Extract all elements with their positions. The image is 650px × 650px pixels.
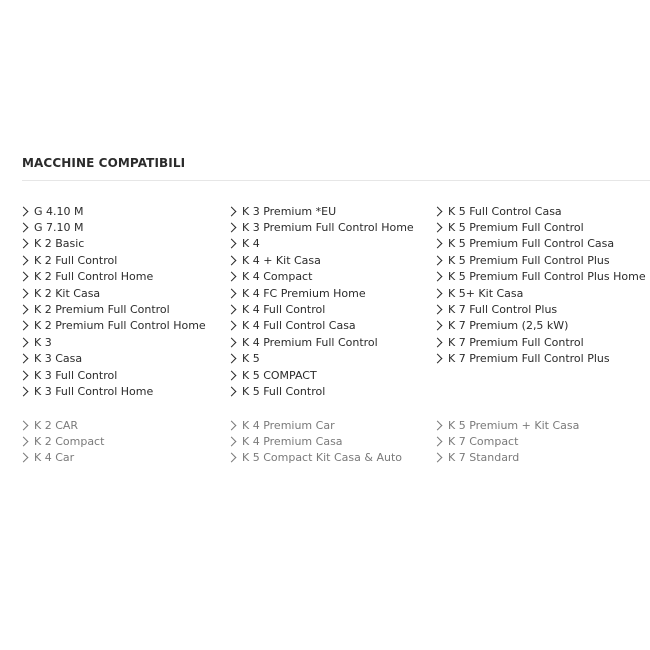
model-label: K 5 Premium Full Control <box>448 221 584 235</box>
model-link[interactable] <box>435 236 646 252</box>
model-label: K 5 COMPACT <box>242 368 317 382</box>
model-link[interactable] <box>21 301 206 317</box>
chevron-right-icon <box>433 223 443 233</box>
model-link[interactable] <box>21 450 104 466</box>
model-label: K 5 Premium Full Control Plus <box>448 253 610 267</box>
chevron-right-icon <box>227 239 237 249</box>
section-title: MACCHINE COMPATIBILI <box>22 156 186 170</box>
compatible-list-col3 <box>435 203 646 367</box>
chevron-right-icon <box>19 387 29 397</box>
chevron-right-icon <box>433 453 443 463</box>
chevron-right-icon <box>19 206 29 216</box>
model-link[interactable] <box>229 351 414 367</box>
model-link[interactable] <box>435 219 646 235</box>
model-link[interactable] <box>435 433 579 449</box>
other-list-col3 <box>435 417 579 466</box>
chevron-right-icon <box>433 321 443 331</box>
chevron-right-icon <box>227 370 237 380</box>
model-link[interactable] <box>435 450 579 466</box>
chevron-right-icon <box>19 272 29 282</box>
model-label: K 4 Premium Casa <box>242 435 343 449</box>
model-link[interactable] <box>229 450 402 466</box>
model-link[interactable] <box>229 417 402 433</box>
chevron-right-icon <box>433 288 443 298</box>
chevron-right-icon <box>227 288 237 298</box>
model-label: K 4 FC Premium Home <box>242 286 366 300</box>
model-label: K 5 Full Control Casa <box>448 204 562 218</box>
chevron-right-icon <box>19 370 29 380</box>
model-link[interactable] <box>435 417 579 433</box>
chevron-right-icon <box>19 288 29 298</box>
model-link[interactable] <box>435 318 646 334</box>
model-link[interactable] <box>435 203 646 219</box>
model-label: G 7.10 M <box>34 221 84 235</box>
model-link[interactable] <box>229 301 414 317</box>
chevron-right-icon <box>227 437 237 447</box>
model-link[interactable] <box>229 269 414 285</box>
model-label: K 5 Premium Full Control Plus Home <box>448 270 646 284</box>
model-label: K 2 Kit Casa <box>34 286 101 300</box>
model-label: K 5 <box>242 352 260 366</box>
compatible-list-col2 <box>229 203 414 400</box>
chevron-right-icon <box>227 206 237 216</box>
model-label: K 3 Casa <box>34 352 83 366</box>
divider <box>22 180 650 181</box>
chevron-right-icon <box>227 387 237 397</box>
other-list-col1 <box>21 417 104 466</box>
model-label: K 4 Premium Car <box>242 418 335 432</box>
model-label: G 4.10 M <box>34 204 84 218</box>
model-label: K 7 Compact <box>448 435 519 449</box>
model-link[interactable] <box>21 318 206 334</box>
model-link[interactable] <box>435 351 646 367</box>
model-label: K 2 CAR <box>34 418 79 432</box>
model-label: K 5+ Kit Casa <box>448 286 524 300</box>
model-label: K 5 Full Control <box>242 384 326 398</box>
chevron-right-icon <box>19 354 29 364</box>
chevron-right-icon <box>433 255 443 265</box>
model-label: K 2 Compact <box>34 435 105 449</box>
model-label: K 2 Premium Full Control <box>34 303 170 317</box>
model-link[interactable] <box>229 219 414 235</box>
model-label: K 3 Premium Full Control Home <box>242 221 414 235</box>
model-label: K 3 Full Control <box>34 368 118 382</box>
chevron-right-icon <box>19 305 29 315</box>
model-link[interactable] <box>229 367 414 383</box>
chevron-right-icon <box>19 337 29 347</box>
model-link[interactable] <box>21 236 206 252</box>
model-link[interactable] <box>435 285 646 301</box>
model-label: K 3 Full Control Home <box>34 384 154 398</box>
chevron-right-icon <box>227 223 237 233</box>
other-list-col2 <box>229 417 402 466</box>
model-label: K 7 Full Control Plus <box>448 303 558 317</box>
chevron-right-icon <box>227 321 237 331</box>
chevron-right-icon <box>433 354 443 364</box>
model-link[interactable] <box>21 334 206 350</box>
chevron-right-icon <box>433 305 443 315</box>
model-link[interactable] <box>435 334 646 350</box>
model-label: K 2 Premium Full Control Home <box>34 319 206 333</box>
model-link[interactable] <box>229 236 414 252</box>
chevron-right-icon <box>227 255 237 265</box>
model-link[interactable] <box>21 367 206 383</box>
model-link[interactable] <box>435 252 646 268</box>
model-link[interactable] <box>21 203 206 219</box>
model-label: K 5 Premium Full Control Casa <box>448 237 615 251</box>
model-label: K 7 Premium Full Control <box>448 335 584 349</box>
chevron-right-icon <box>433 206 443 216</box>
model-link[interactable] <box>21 219 206 235</box>
model-link[interactable] <box>229 334 414 350</box>
model-label: K 7 Standard <box>448 451 520 465</box>
compatible-list-col1 <box>21 203 206 400</box>
model-label: K 4 Full Control <box>242 303 326 317</box>
model-label: K 5 Compact Kit Casa & Auto <box>242 451 402 465</box>
chevron-right-icon <box>227 305 237 315</box>
chevron-right-icon <box>227 420 237 430</box>
model-label: K 2 Full Control <box>34 253 118 267</box>
model-link[interactable] <box>21 252 206 268</box>
chevron-right-icon <box>19 437 29 447</box>
model-link[interactable] <box>21 285 206 301</box>
chevron-right-icon <box>19 321 29 331</box>
chevron-right-icon <box>433 420 443 430</box>
model-label: K 4 <box>242 237 260 251</box>
model-label: K 4 Premium Full Control <box>242 335 378 349</box>
model-link[interactable] <box>21 351 206 367</box>
model-link[interactable] <box>21 417 104 433</box>
chevron-right-icon <box>433 239 443 249</box>
chevron-right-icon <box>19 420 29 430</box>
model-link[interactable] <box>21 269 206 285</box>
chevron-right-icon <box>227 453 237 463</box>
chevron-right-icon <box>227 272 237 282</box>
model-link[interactable] <box>229 203 414 219</box>
chevron-right-icon <box>433 337 443 347</box>
model-link[interactable] <box>21 433 104 449</box>
model-label: K 4 + Kit Casa <box>242 253 321 267</box>
model-label: K 3 <box>34 335 52 349</box>
chevron-right-icon <box>19 239 29 249</box>
model-link[interactable] <box>229 383 414 399</box>
model-link[interactable] <box>21 383 206 399</box>
chevron-right-icon <box>227 354 237 364</box>
model-label: K 7 Premium Full Control Plus <box>448 352 610 366</box>
chevron-right-icon <box>19 223 29 233</box>
model-label: K 4 Full Control Casa <box>242 319 356 333</box>
model-label: K 7 Premium (2,5 kW) <box>448 319 569 333</box>
model-link[interactable] <box>229 252 414 268</box>
model-label: K 5 Premium + Kit Casa <box>448 418 580 432</box>
chevron-right-icon <box>19 453 29 463</box>
model-link[interactable] <box>229 285 414 301</box>
model-link[interactable] <box>435 269 646 285</box>
model-label: K 3 Premium *EU <box>242 204 337 218</box>
chevron-right-icon <box>433 437 443 447</box>
chevron-right-icon <box>19 255 29 265</box>
model-link[interactable] <box>435 301 646 317</box>
chevron-right-icon <box>227 337 237 347</box>
model-label: K 4 Compact <box>242 270 313 284</box>
model-label: K 2 Basic <box>34 237 85 251</box>
model-label: K 2 Full Control Home <box>34 270 154 284</box>
model-label: K 4 Car <box>34 451 75 465</box>
model-link[interactable] <box>229 318 414 334</box>
chevron-right-icon <box>433 272 443 282</box>
model-link[interactable] <box>229 433 402 449</box>
